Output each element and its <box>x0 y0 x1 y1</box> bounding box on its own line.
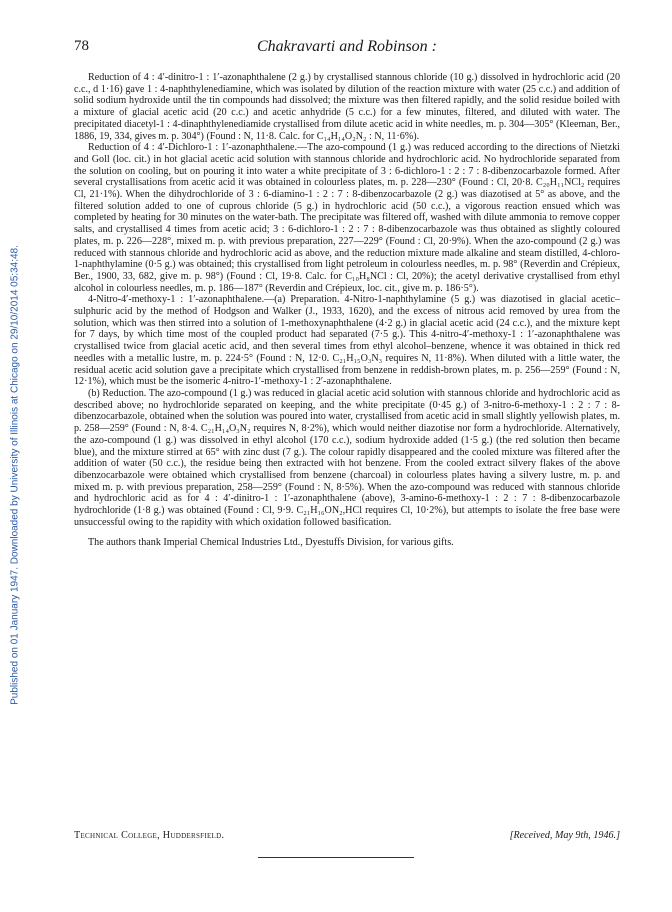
page-header <box>74 38 620 60</box>
acknowledgement: The authors thank Imperial Chemical Industries Ltd., Dyestuffs Division, for various gifts. <box>88 537 454 549</box>
paragraph-nitro-methoxy-preparation: 4-Nitro-4′-methoxy-1 : 1′-azonaphthalene.—(a) Preparation. 4-Nitro-1-naphthylamine (5 g.) was diazotised in glacial acetic–sulphuric acid by the method of Hodgson and Walker (J., 1933, 1620), and the excess of nitrous acid removed by urea from the solution, which was then stirred into a solution of 1-methoxynaphthalene (4·2 g.) in glacial acetic acid (24 c.c.), and the mixture kept for 7 days, by which time most of the coupled product had separated (7·5 g.). This 4-nitro-4′-methoxy-1 : 1′-azonaphthalene was crystallised twice from glacial acetic acid, and then several times from ethyl alcohol–benzene, whence it was obtained in thick red needles with a metallic lustre, m. p. 224·5° (Found : N, 12·0. C₂₁H₁₅O₃N₃ requires N, 11·8%). When diluted with a little water, the residual acetic acid solution gave a precipitate which crystallised from benzene in reddish-brown plates, m. p. 256—259° (Found : N, 12·1%), which must be the isomeric 4-nitro-1′-methoxy-1 : 2′-azonaphthalene. <box>74 294 620 388</box>
download-watermark <box>2 60 28 890</box>
download-watermark-text: Published on 01 January 1947. Downloaded by University of Illinois at Chicago on 29/10/2014 05:34:48. <box>9 245 21 705</box>
end-rule <box>258 857 414 858</box>
received-date: [Received, May 9th, 1946.] <box>509 830 620 841</box>
paragraph-dichloro-reduction: Reduction of 4 : 4′-Dichloro-1 : 1′-azonaphthalene.—The azo-compound (1 g.) was reduced according to the directions of Nietzki and Goll (loc. cit.) in hot glacial acetic acid solution with stannous chloride and hydrochloric acid. No hydrochloride separated from the solution on cooling, but on pouring it into water a white precipitate of 3 : 6-dichloro-1 : 2 : 7 : 8-dibenzocarbazole formed. After several crystallisations from acetic acid it was obtained in colourless plates, m. p. 228—230° (Found : Cl, 20·8. C₂₀H₁₁NCl₂ requires Cl, 21·1%). When the dihydrochloride of 3 : 6-diamino-1 : 2 : 7 : 8-dibenzocarbazole (2 g.) was diazotised at 5° as above, and the filtered solution added to one of cuprous chloride (5 g.) in hydrochloric acid (50 c.c.), a vigorous reaction ensued which was completed by heating for 30 minutes on the water-bath. The precipitate was filtered off, washed with dilute ammonia to remove copper salts, and crystallised 4 times from acetic acid; 3 : 6-dichloro-1 : 2 : 7 : 8-dibenzocarbazole was thus obtained as slightly coloured plates, m. p. 226—228°, mixed m. p. with previous preparation, 227—229° (Found : Cl, 20·9%). When the azo-compound (2 g.) was reduced with stannous chloride and hydrochloric acid as above, and the reduction mixture made alkaline and steam distilled, 4-chloro-1-naphthylamine (0·5 g.) was obtained; this crystallised from light petroleum in colourless needles, m. p. 98° (Reverdin and Crépieux, Ber., 1900, 33, 682, give m. p. 98°) (Found : Cl, 19·8. Calc. for C₁₀H₈NCl : Cl, 20%); the acetyl derivative crystallised from ethyl alcohol in colourless needles, m. p. 186—187° (Reverdin and Crépieux, loc. cit., give m. p. 186·5°). <box>74 142 620 294</box>
page-number: 78 <box>74 38 89 54</box>
paragraph-nitro-methoxy-reduction: (b) Reduction. The azo-compound (1 g.) was reduced in glacial acetic acid solution with stannous chloride and hydrochloric acid as described above; no hydrochloride separated on keeping, and the white precipitate (0·45 g.) of 3-nitro-6-methoxy-1 : 2 : 7 : 8-dibenzocarbazole, obtained when the solution was poured into water, crystallised from acetic acid in small slightly yellowish plates, m. p. 258—259° (Found : N, 8·4. C₂₁H₁₄O₃N₂ requires N, 8·2%), which would neither diazotise nor form a hydrochloride. Alternatively, the azo-compound (1 g.) was dissolved in ethyl alcohol (170 c.c.), sodium hydroxide added (1·5 g.) (the red solution then became blue), and the mixture stirred at 65° with zinc dust (7 g.). The colour rapidly disappeared and the cooled mixture was filtered after the addition of water (50 c.c.), the residue being then extracted with hot benzene. From the cooled extract silvery flakes of the above dibenzocarbazole were obtained which crystallised from benzene (charcoal) in colourless plates having a silvery lustre, m. p. and mixed m. p. with previous preparation, 258—259° (Found : N, 8·5%). When the azo-compound was reduced with stannous chloride and hydrochloric acid as for 4 : 4′-dinitro-1 : 1′-azonaphthalene (above), 3-amino-6-methoxy-1 : 2 : 7 : 8-dibenzocarbazole hydrochloride (1·8 g.) was obtained (Found : Cl, 9·9. C₂₁H₁₆ON₂,HCl requires Cl, 10·2%), but attempts to isolate the free base were unsuccessful owing to the rapidity with which oxidation followed basification. <box>74 387 620 528</box>
running-head: Chakravarti and Robinson : <box>257 38 437 55</box>
paragraph-dinitro-reduction: Reduction of 4 : 4′-dinitro-1 : 1′-azonaphthalene (2 g.) by crystallised stannous chloride (10 g.) dissolved in hydrochloric acid (20 c.c., d 1·16) gave 1 : 4-naphthylenediamine, which was isolated by dilution of the reaction mixture with water (25 c.c.) and addition of solid sodium hydroxide until the tin compounds had dissolved; the mixture was then filtered rapidly, and the solid residue boiled with a mixture of glacial acetic acid (20 c.c.) and acetic anhydride (5 c.c.) for a few minutes, filtered, and diluted with water. The precipitated diacetyl-1 : 4-dinaphthylenediamide crystallised from dilute acetic acid in white needles, m. p. 304—305° (Kleeman, Ber., 1886, 19, 334, gives m. p. 304°) (Found : N, 11·8. Calc. for C₁₄H₁₄O₂N₂ : N, 11·6%). <box>74 72 620 142</box>
affiliation: Technical College, Huddersfield. <box>74 830 225 841</box>
article-body <box>74 72 620 549</box>
